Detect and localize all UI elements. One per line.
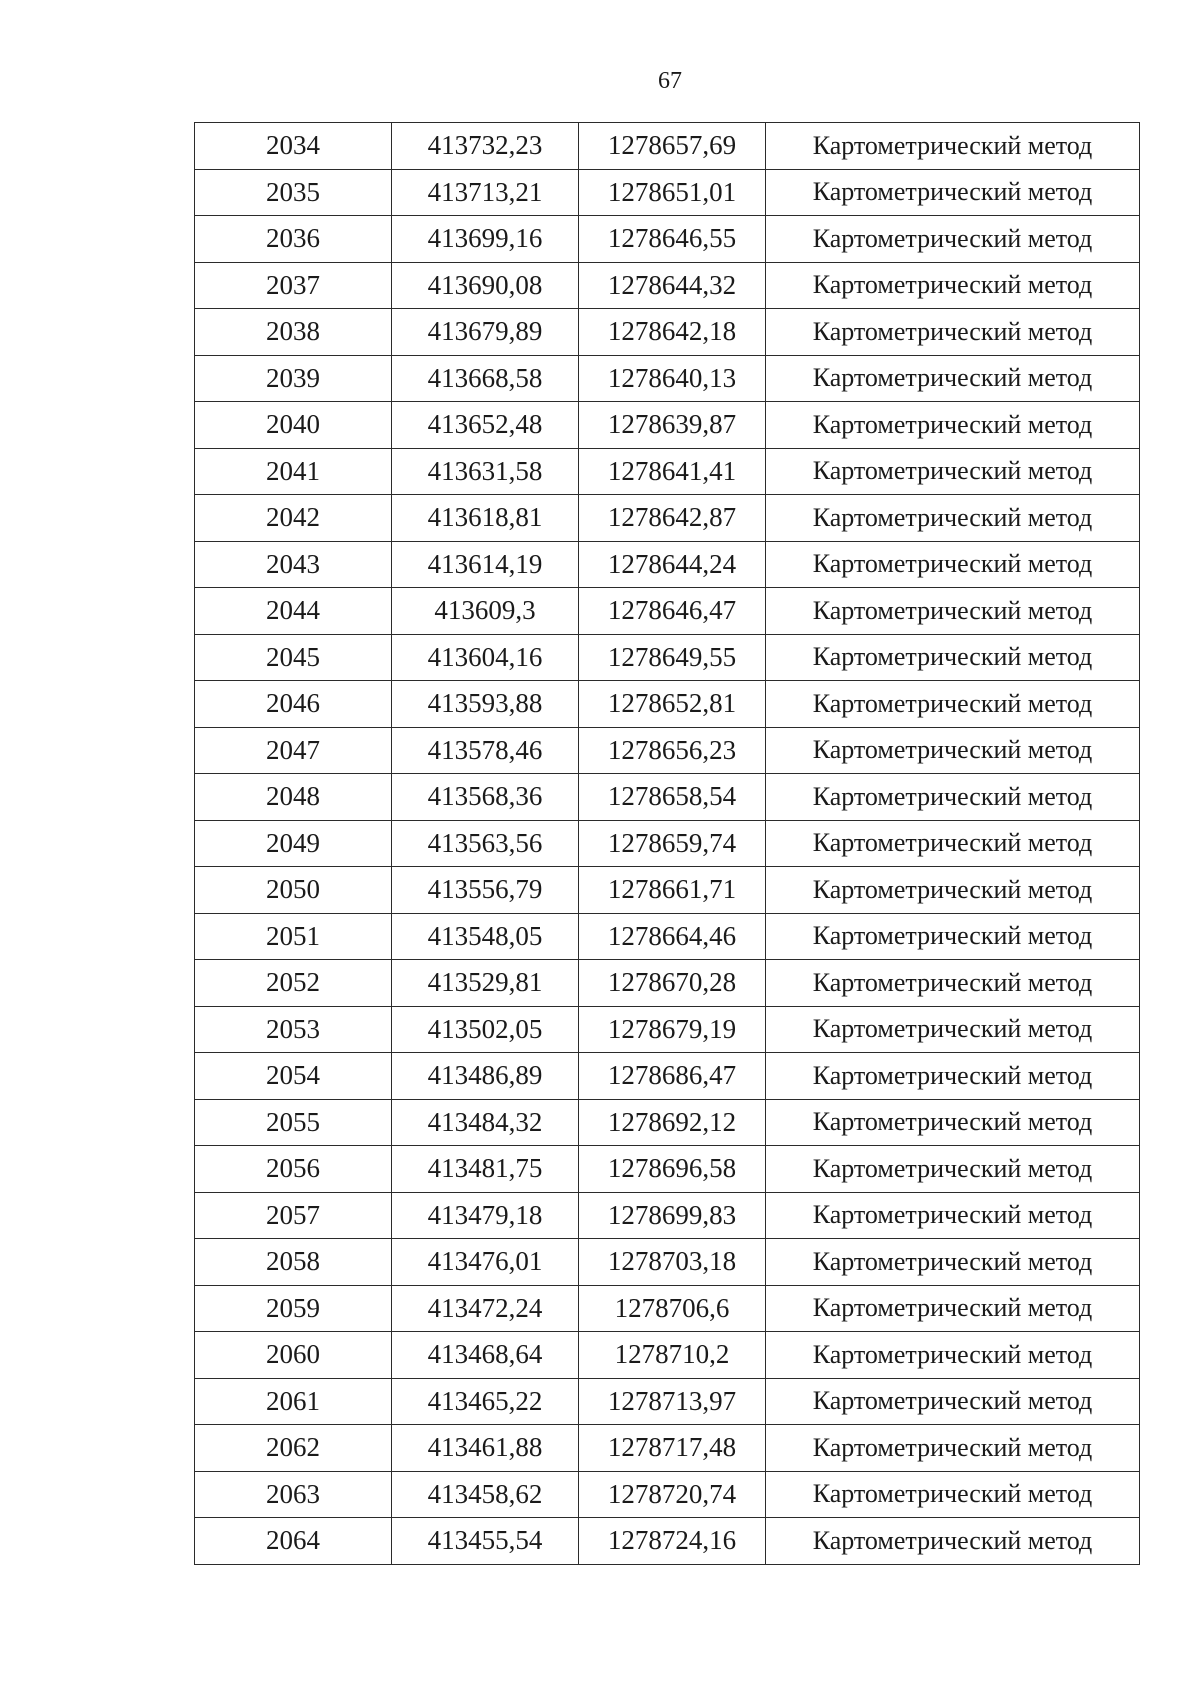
method-cell: Картометрический метод	[766, 1146, 1140, 1193]
y-coordinate-cell: 1278710,2	[579, 1332, 766, 1379]
x-coordinate-cell: 413578,46	[392, 727, 579, 774]
y-coordinate-cell: 1278717,48	[579, 1425, 766, 1472]
coordinates-table	[194, 122, 1140, 1565]
method-cell: Картометрический метод	[766, 169, 1140, 216]
method-cell: Картометрический метод	[766, 867, 1140, 914]
y-coordinate-cell: 1278659,74	[579, 820, 766, 867]
point-number-cell: 2048	[195, 774, 392, 821]
table-row	[195, 1518, 1140, 1565]
method-cell: Картометрический метод	[766, 1425, 1140, 1472]
x-coordinate-cell: 413690,08	[392, 262, 579, 309]
table-row	[195, 1146, 1140, 1193]
point-number-cell: 2037	[195, 262, 392, 309]
y-coordinate-cell: 1278679,19	[579, 1006, 766, 1053]
y-coordinate-cell: 1278696,58	[579, 1146, 766, 1193]
y-coordinate-cell: 1278664,46	[579, 913, 766, 960]
method-cell: Картометрический метод	[766, 774, 1140, 821]
x-coordinate-cell: 413732,23	[392, 123, 579, 170]
x-coordinate-cell: 413631,58	[392, 448, 579, 495]
method-cell: Картометрический метод	[766, 727, 1140, 774]
table-row	[195, 495, 1140, 542]
y-coordinate-cell: 1278658,54	[579, 774, 766, 821]
y-coordinate-cell: 1278692,12	[579, 1099, 766, 1146]
table-row	[195, 727, 1140, 774]
x-coordinate-cell: 413458,62	[392, 1471, 579, 1518]
point-number-cell: 2050	[195, 867, 392, 914]
point-number-cell: 2055	[195, 1099, 392, 1146]
point-number-cell: 2057	[195, 1192, 392, 1239]
y-coordinate-cell: 1278724,16	[579, 1518, 766, 1565]
point-number-cell: 2053	[195, 1006, 392, 1053]
method-cell: Картометрический метод	[766, 541, 1140, 588]
x-coordinate-cell: 413476,01	[392, 1239, 579, 1286]
method-cell: Картометрический метод	[766, 960, 1140, 1007]
y-coordinate-cell: 1278644,32	[579, 262, 766, 309]
table-row	[195, 1285, 1140, 1332]
table-row	[195, 262, 1140, 309]
x-coordinate-cell: 413609,3	[392, 588, 579, 635]
table-row	[195, 681, 1140, 728]
point-number-cell: 2034	[195, 123, 392, 170]
y-coordinate-cell: 1278640,13	[579, 355, 766, 402]
table-row	[195, 1471, 1140, 1518]
point-number-cell: 2062	[195, 1425, 392, 1472]
point-number-cell: 2060	[195, 1332, 392, 1379]
table-row	[195, 541, 1140, 588]
x-coordinate-cell: 413699,16	[392, 216, 579, 263]
y-coordinate-cell: 1278706,6	[579, 1285, 766, 1332]
point-number-cell: 2036	[195, 216, 392, 263]
x-coordinate-cell: 413481,75	[392, 1146, 579, 1193]
x-coordinate-cell: 413484,32	[392, 1099, 579, 1146]
table-row	[195, 1099, 1140, 1146]
table-row	[195, 448, 1140, 495]
page-number: 67	[658, 68, 682, 94]
method-cell: Картометрический метод	[766, 1099, 1140, 1146]
point-number-cell: 2047	[195, 727, 392, 774]
x-coordinate-cell: 413502,05	[392, 1006, 579, 1053]
y-coordinate-cell: 1278651,01	[579, 169, 766, 216]
table-row	[195, 1053, 1140, 1100]
method-cell: Картометрический метод	[766, 1378, 1140, 1425]
y-coordinate-cell: 1278661,71	[579, 867, 766, 914]
x-coordinate-cell: 413556,79	[392, 867, 579, 914]
x-coordinate-cell: 413472,24	[392, 1285, 579, 1332]
x-coordinate-cell: 413568,36	[392, 774, 579, 821]
point-number-cell: 2043	[195, 541, 392, 588]
table-row	[195, 309, 1140, 356]
x-coordinate-cell: 413679,89	[392, 309, 579, 356]
x-coordinate-cell: 413563,56	[392, 820, 579, 867]
point-number-cell: 2049	[195, 820, 392, 867]
table-row	[195, 913, 1140, 960]
x-coordinate-cell: 413652,48	[392, 402, 579, 449]
method-cell: Картометрический метод	[766, 1332, 1140, 1379]
x-coordinate-cell: 413604,16	[392, 634, 579, 681]
table-row	[195, 169, 1140, 216]
point-number-cell: 2051	[195, 913, 392, 960]
x-coordinate-cell: 413618,81	[392, 495, 579, 542]
table-row	[195, 867, 1140, 914]
table-row	[195, 216, 1140, 263]
y-coordinate-cell: 1278699,83	[579, 1192, 766, 1239]
y-coordinate-cell: 1278686,47	[579, 1053, 766, 1100]
point-number-cell: 2039	[195, 355, 392, 402]
point-number-cell: 2045	[195, 634, 392, 681]
method-cell: Картометрический метод	[766, 216, 1140, 263]
table-row	[195, 1239, 1140, 1286]
y-coordinate-cell: 1278646,47	[579, 588, 766, 635]
method-cell: Картометрический метод	[766, 820, 1140, 867]
method-cell: Картометрический метод	[766, 588, 1140, 635]
x-coordinate-cell: 413486,89	[392, 1053, 579, 1100]
method-cell: Картометрический метод	[766, 123, 1140, 170]
point-number-cell: 2061	[195, 1378, 392, 1425]
y-coordinate-cell: 1278644,24	[579, 541, 766, 588]
y-coordinate-cell: 1278713,97	[579, 1378, 766, 1425]
method-cell: Картометрический метод	[766, 262, 1140, 309]
x-coordinate-cell: 413529,81	[392, 960, 579, 1007]
x-coordinate-cell: 413468,64	[392, 1332, 579, 1379]
table-row	[195, 960, 1140, 1007]
method-cell: Картометрический метод	[766, 1471, 1140, 1518]
y-coordinate-cell: 1278720,74	[579, 1471, 766, 1518]
point-number-cell: 2042	[195, 495, 392, 542]
point-number-cell: 2059	[195, 1285, 392, 1332]
point-number-cell: 2038	[195, 309, 392, 356]
method-cell: Картометрический метод	[766, 913, 1140, 960]
point-number-cell: 2058	[195, 1239, 392, 1286]
point-number-cell: 2056	[195, 1146, 392, 1193]
y-coordinate-cell: 1278657,69	[579, 123, 766, 170]
point-number-cell: 2063	[195, 1471, 392, 1518]
y-coordinate-cell: 1278641,41	[579, 448, 766, 495]
x-coordinate-cell: 413593,88	[392, 681, 579, 728]
point-number-cell: 2046	[195, 681, 392, 728]
y-coordinate-cell: 1278649,55	[579, 634, 766, 681]
x-coordinate-cell: 413479,18	[392, 1192, 579, 1239]
method-cell: Картометрический метод	[766, 402, 1140, 449]
point-number-cell: 2044	[195, 588, 392, 635]
point-number-cell: 2035	[195, 169, 392, 216]
method-cell: Картометрический метод	[766, 495, 1140, 542]
method-cell: Картометрический метод	[766, 1518, 1140, 1565]
table-row	[195, 588, 1140, 635]
y-coordinate-cell: 1278639,87	[579, 402, 766, 449]
point-number-cell: 2040	[195, 402, 392, 449]
method-cell: Картометрический метод	[766, 1239, 1140, 1286]
table-row	[195, 1006, 1140, 1053]
method-cell: Картометрический метод	[766, 1053, 1140, 1100]
table-row	[195, 820, 1140, 867]
y-coordinate-cell: 1278656,23	[579, 727, 766, 774]
table-row	[195, 1192, 1140, 1239]
x-coordinate-cell: 413455,54	[392, 1518, 579, 1565]
y-coordinate-cell: 1278703,18	[579, 1239, 766, 1286]
point-number-cell: 2041	[195, 448, 392, 495]
point-number-cell: 2064	[195, 1518, 392, 1565]
method-cell: Картометрический метод	[766, 309, 1140, 356]
method-cell: Картометрический метод	[766, 1192, 1140, 1239]
method-cell: Картометрический метод	[766, 448, 1140, 495]
method-cell: Картометрический метод	[766, 1006, 1140, 1053]
y-coordinate-cell: 1278642,18	[579, 309, 766, 356]
table-row	[195, 1425, 1140, 1472]
method-cell: Картометрический метод	[766, 1285, 1140, 1332]
point-number-cell: 2054	[195, 1053, 392, 1100]
table-row	[195, 1378, 1140, 1425]
y-coordinate-cell: 1278646,55	[579, 216, 766, 263]
x-coordinate-cell: 413713,21	[392, 169, 579, 216]
table-row	[195, 355, 1140, 402]
y-coordinate-cell: 1278642,87	[579, 495, 766, 542]
table-row	[195, 402, 1140, 449]
table-row	[195, 634, 1140, 681]
method-cell: Картометрический метод	[766, 681, 1140, 728]
table-row	[195, 1332, 1140, 1379]
x-coordinate-cell: 413461,88	[392, 1425, 579, 1472]
table-row	[195, 774, 1140, 821]
x-coordinate-cell: 413465,22	[392, 1378, 579, 1425]
table-row	[195, 123, 1140, 170]
coordinates-table-body	[195, 123, 1140, 1565]
point-number-cell: 2052	[195, 960, 392, 1007]
y-coordinate-cell: 1278670,28	[579, 960, 766, 1007]
method-cell: Картометрический метод	[766, 634, 1140, 681]
method-cell: Картометрический метод	[766, 355, 1140, 402]
x-coordinate-cell: 413668,58	[392, 355, 579, 402]
x-coordinate-cell: 413548,05	[392, 913, 579, 960]
y-coordinate-cell: 1278652,81	[579, 681, 766, 728]
x-coordinate-cell: 413614,19	[392, 541, 579, 588]
